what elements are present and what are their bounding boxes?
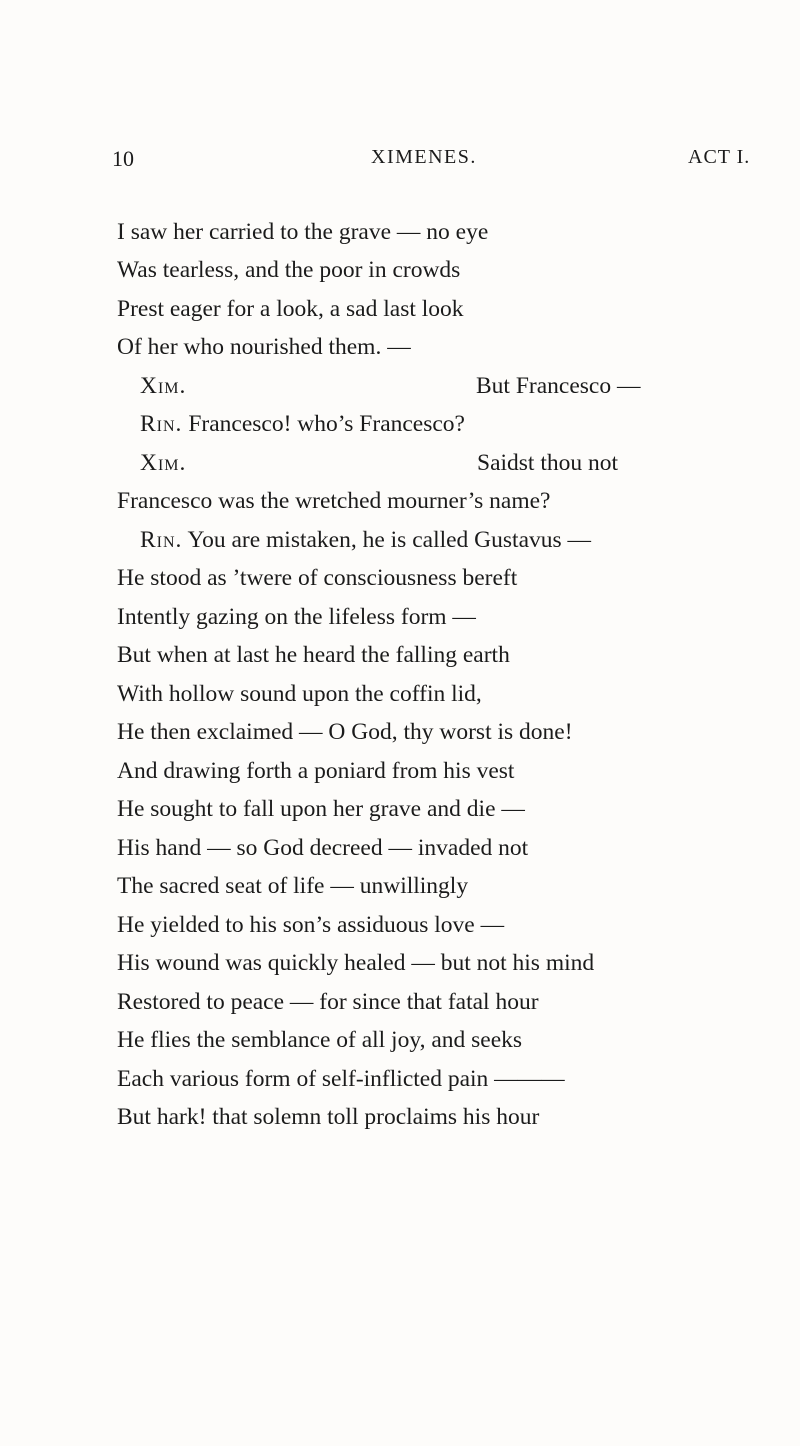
verse-line-text: He sought to fall upon her grave and die — (117, 796, 525, 822)
verse-line-text: Francesco was the wretched mourner’s name? (117, 488, 551, 514)
verse-line (117, 1099, 539, 1135)
verse-line-text: Each various form of self-inflicted pain ——— (117, 1066, 565, 1092)
verse-line (117, 984, 539, 1020)
speaker-line (140, 406, 465, 442)
verse-line-text: His hand — so God decreed — invaded not (117, 835, 529, 861)
verse-line-text: Was tearless, and the poor in crowds (117, 257, 461, 283)
verse-line (477, 445, 618, 481)
verse-line (117, 252, 460, 288)
speaker-line (140, 368, 186, 404)
running-title: XIMENES. (371, 146, 477, 168)
verse-line (117, 560, 517, 596)
verse-line-text: He flies the semblance of all joy, and seeks (117, 1027, 523, 1053)
verse-line-text: You are mistaken, he is called Gustavus — (187, 527, 592, 553)
running-header (0, 146, 800, 176)
verse-line-text: But Francesco — (476, 373, 641, 399)
verse-line-text: He stood as ’twere of consciousness bereft (117, 565, 518, 591)
verse-line (117, 483, 551, 519)
verse-line (117, 214, 488, 250)
verse-line (476, 368, 640, 404)
speaker-name: Xim. (140, 450, 187, 476)
verse-line-text: And drawing forth a poniard from his vest (117, 758, 515, 784)
verse-line (117, 599, 476, 635)
speaker-name: Rin. (140, 527, 183, 553)
verse-line (117, 714, 573, 750)
verse-line-text: Saidst thou not (477, 450, 619, 476)
verse-line-text: Prest eager for a look, a sad last look (117, 296, 464, 322)
verse-line (117, 1022, 522, 1058)
verse-line (117, 945, 594, 981)
verse-line (117, 791, 525, 827)
act-label: ACT I. (688, 146, 751, 168)
speaker-line (140, 522, 591, 558)
verse-line-text: He then exclaimed — O God, thy worst is done! (117, 719, 573, 745)
verse-line (117, 868, 468, 904)
speaker-line (140, 445, 186, 481)
verse-line-text: I saw her carried to the grave — no eye (117, 219, 489, 245)
verse-line-text: Of her who nourished them. — (117, 334, 411, 360)
verse-line (117, 1061, 565, 1097)
verse-line-text: With hollow sound upon the coffin lid, (117, 681, 482, 707)
page-number: 10 (112, 146, 134, 171)
verse-line-text: Francesco! who’s Francesco? (188, 411, 465, 437)
verse-line (117, 830, 528, 866)
speaker-name: Xim. (140, 373, 187, 399)
speaker-name: Rin. (140, 411, 183, 437)
verse-line-text: The sacred seat of life — unwillingly (117, 873, 469, 899)
verse-line (117, 753, 514, 789)
verse-line-text: He yielded to his son’s assiduous love — (117, 912, 505, 938)
verse-line (117, 907, 504, 943)
verse-line (117, 637, 510, 673)
verse-line-text: Intently gazing on the lifeless form — (117, 604, 476, 630)
verse-line-text: Restored to peace — for since that fatal hour (117, 989, 539, 1015)
verse-line (117, 329, 411, 365)
verse-line (117, 676, 482, 712)
verse-line-text: But when at last he heard the falling earth (117, 642, 510, 668)
verse-line (117, 291, 464, 327)
verse-line-text: But hark! that solemn toll proclaims his hour (117, 1104, 540, 1130)
verse-line-text: His wound was quickly healed — but not his mind (117, 950, 595, 976)
